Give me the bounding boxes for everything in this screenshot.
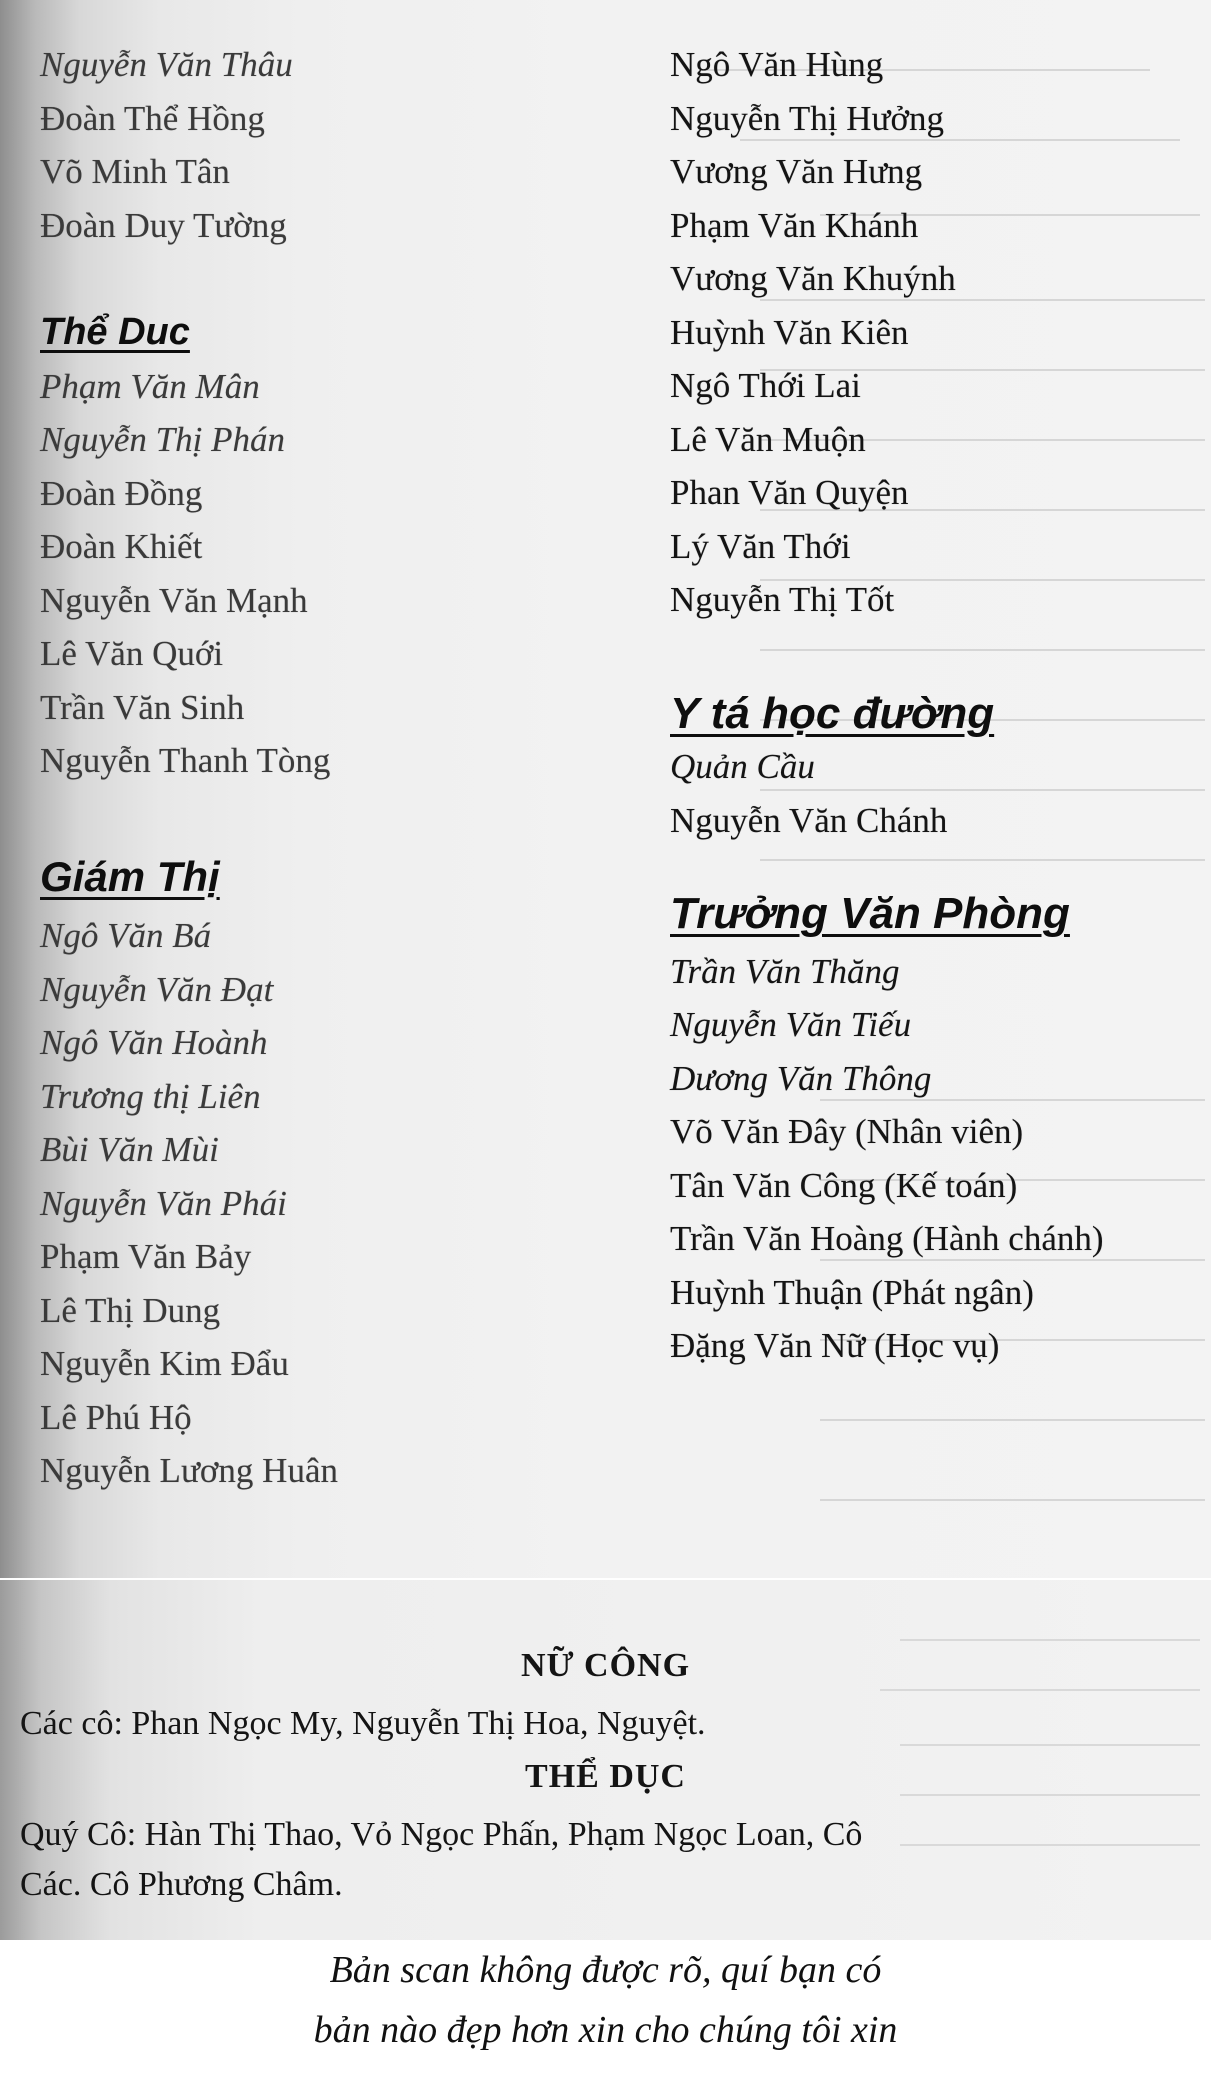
staff-name: Nguyễn Thị Phán [40, 420, 285, 459]
left-column [40, 38, 660, 1498]
staff-name: Bùi Văn Mùi [40, 1130, 219, 1169]
staff-name: Ngô Văn Hoành [40, 1023, 268, 1062]
staff-name: Vương Văn Khuýnh [670, 259, 956, 298]
staff-name: Dương Văn Thông [670, 1058, 932, 1098]
staff-name: Huỳnh Thuận (Phát ngân) [670, 1272, 1034, 1312]
staff-name: Ngô Văn Bá [40, 916, 212, 955]
staff-name: Đoàn Khiết [40, 527, 203, 566]
section-body-the-duc-line-1: Quý Cô: Hàn Thị Thao, Vỏ Ngọc Phấn, Phạm Ngọc Loan, Cô [20, 1816, 863, 1853]
staff-name: Lê Thị Dung [40, 1290, 221, 1330]
scan-quality-caption [0, 1940, 1211, 2060]
spacer [40, 788, 660, 842]
staff-name: Ngô Thới Lai [670, 366, 861, 405]
caption-line: Bản scan không được rõ, quí bạn có [329, 1949, 882, 1991]
section-heading-the-duc: Thể Duc [40, 311, 190, 353]
staff-name: Nguyễn Văn Mạnh [40, 580, 308, 620]
staff-name: Võ Văn Đây (Nhân viên) [670, 1112, 1024, 1151]
section-body-the-duc-line-2: Các. Cô Phương Châm. [20, 1866, 343, 1903]
staff-name: Ngô Văn Hùng [670, 45, 884, 84]
section-body-nu-cong: Các cô: Phan Ngọc My, Nguyễn Thị Hoa, Nguyệt. [20, 1705, 706, 1742]
staff-name: Đặng Văn Nữ (Học vụ) [670, 1326, 1000, 1365]
staff-name: Nguyễn Văn Đạt [40, 969, 274, 1009]
staff-name: Đoàn Duy Tường [40, 205, 287, 245]
staff-name: Đoàn Đồng [40, 473, 203, 513]
staff-name: Trần Văn Thăng [670, 951, 900, 991]
staff-name: Trần Văn Hoàng (Hành chánh) [670, 1219, 1104, 1258]
staff-name: Vương Văn Hưng [670, 152, 923, 191]
staff-name: Phạm Văn Khánh [670, 205, 919, 245]
staff-name: Lê Phú Hộ [40, 1397, 192, 1437]
staff-name: Trần Văn Sinh [40, 687, 245, 727]
staff-name: Đoàn Thể Hồng [40, 98, 265, 138]
staff-name: Phạm Văn Bảy [40, 1237, 252, 1276]
staff-name: Võ Minh Tân [40, 152, 230, 191]
staff-name: Nguyễn Văn Phái [40, 1183, 287, 1223]
caption-line: bản nào đẹp hơn xin cho chúng tôi xin [313, 2009, 898, 2051]
staff-name: Huỳnh Văn Kiên [670, 312, 909, 352]
staff-name: Lê Văn Muộn [670, 419, 866, 459]
staff-name: Quản Cầu [670, 747, 815, 786]
staff-name: Lý Văn Thới [670, 526, 851, 566]
section-title-the-duc: THỂ DỤC [525, 1758, 686, 1795]
right-column [670, 38, 1210, 1373]
staff-name: Nguyễn Thị Hưởng [670, 98, 945, 138]
staff-name: Nguyễn Văn Thâu [40, 45, 293, 84]
section-heading-giam-thi: Giám Thị [40, 852, 220, 900]
staff-name: Nguyễn Thanh Tòng [40, 741, 331, 780]
staff-name: Phan Văn Quyện [670, 473, 909, 512]
staff-name: Trương thị Liên [40, 1076, 261, 1116]
staff-name: Nguyễn Thị Tốt [670, 580, 895, 619]
staff-name: Nguyễn Văn Tiếu [670, 1005, 912, 1044]
staff-name: Phạm Văn Mân [40, 366, 260, 406]
staff-name: Nguyễn Lương Huân [40, 1451, 338, 1490]
scanned-page-bottom [0, 1580, 1211, 1940]
section-title-nu-cong: NỮ CÔNG [520, 1647, 691, 1684]
section-heading-y-ta-hoc-duong: Y tá học đường [670, 688, 995, 738]
staff-name: Nguyễn Kim Đẩu [40, 1344, 289, 1383]
section-heading-truong-van-phong: Trưởng Văn Phòng [670, 889, 1070, 938]
spacer [40, 252, 660, 306]
staff-name: Lê Văn Quới [40, 634, 224, 673]
staff-name: Nguyễn Văn Chánh [670, 800, 948, 840]
staff-name: Tân Văn Công (Kế toán) [670, 1165, 1018, 1205]
